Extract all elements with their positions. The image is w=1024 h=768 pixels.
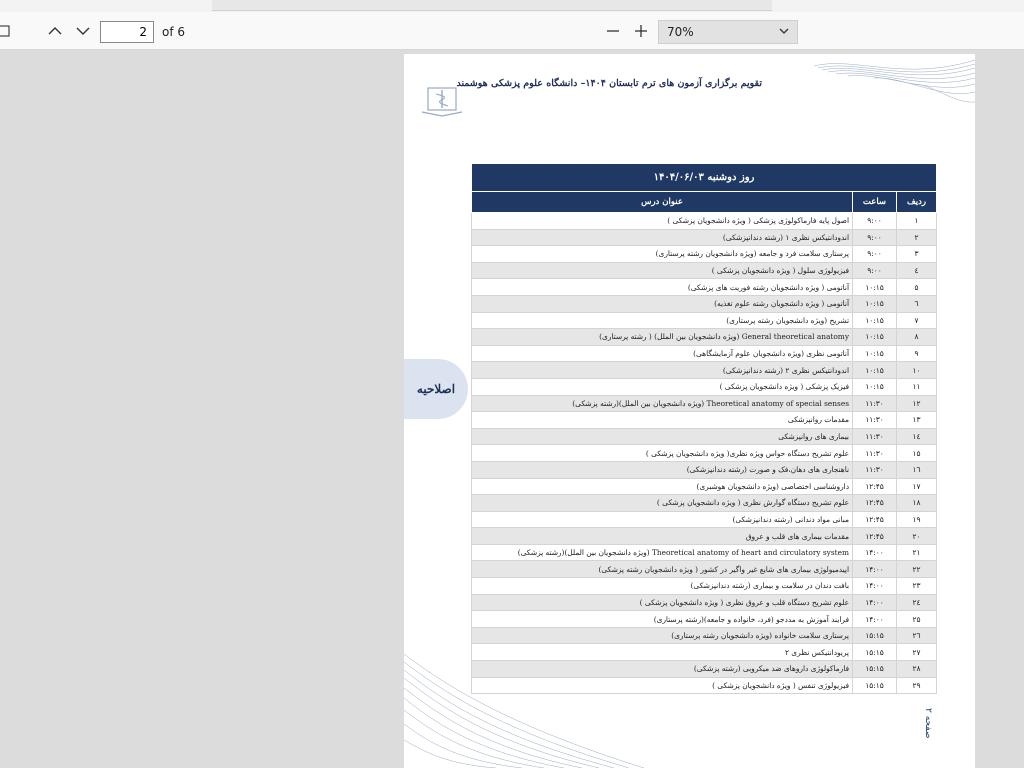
table-row	[472, 445, 937, 462]
time-cell: ۱۴:۰۰	[853, 561, 897, 578]
time-cell: ۱۰:۱۵	[853, 345, 897, 362]
row-number-cell: ۱۲	[897, 395, 937, 412]
time-cell: ۹:۰۰	[853, 213, 897, 230]
row-number-cell: ۱	[897, 213, 937, 230]
course-title-cell: اصول پایه فارماکولوژی پزشکی ( ویژه دانشجویان پزشکی )	[472, 213, 853, 230]
row-number-cell: ۲۵	[897, 611, 937, 628]
course-title-cell: بافت دندان در سلامت و بیماری (رشته دندانپزشکی)	[472, 578, 853, 595]
course-title-cell: اپیدمیولوژی بیماری های شایع غیر واگیر در کشور ( ویژه دانشجویان رشته پزشکی)	[472, 561, 853, 578]
row-number-cell: ۹	[897, 345, 937, 362]
table-row	[472, 312, 937, 329]
zoom-value: 70%	[667, 25, 694, 39]
course-title-cell: فیزیک پزشکی ( ویژه دانشجویان پزشکی )	[472, 378, 853, 395]
pdf-toolbar	[0, 12, 1024, 50]
table-row	[472, 644, 937, 661]
time-cell: ۱۲:۴۵	[853, 511, 897, 528]
time-cell: ۱۴:۰۰	[853, 594, 897, 611]
table-row	[472, 511, 937, 528]
table-row	[472, 478, 937, 495]
course-title-cell: فرایند آموزش به مددجو (فرد، خانواده و جامعه)(رشته پرستاری)	[472, 611, 853, 628]
row-number-cell: ۱۷	[897, 478, 937, 495]
row-number-cell: ۱۰	[897, 362, 937, 379]
sidebar-toggle-icon[interactable]	[0, 20, 16, 42]
row-number-cell: ۲۱	[897, 544, 937, 561]
row-number-cell: ۲٦	[897, 627, 937, 644]
page-number-label: صفحه ۲	[923, 708, 933, 739]
row-number-cell: ٦	[897, 295, 937, 312]
table-row	[472, 345, 937, 362]
table-row	[472, 246, 937, 263]
correction-tab-label: اصلاحیه	[416, 382, 456, 396]
time-cell: ۱۵:۱۵	[853, 644, 897, 661]
table-row	[472, 428, 937, 445]
row-number-cell: ۱٤	[897, 428, 937, 445]
page-number-input[interactable]	[100, 21, 154, 43]
time-cell: ۱۵:۱۵	[853, 661, 897, 678]
course-title-cell: علوم تشریح دستگاه قلب و عروق نظری ( ویژه دانشجویان پزشکی )	[472, 594, 853, 611]
table-row	[472, 295, 937, 312]
zoom-select[interactable]	[658, 20, 798, 44]
table-row	[472, 412, 937, 429]
table-row	[472, 677, 937, 694]
document-title: تقویم برگزاری آزمون های ترم تابستان ۱۴۰۴– دانشگاه علوم پزشکی هوشمند	[456, 78, 762, 89]
time-cell: ۱۱:۳۰	[853, 428, 897, 445]
time-cell: ۱۱:۳۰	[853, 412, 897, 429]
page-total-label: of 6	[162, 25, 186, 39]
table-row	[472, 661, 937, 678]
course-title-cell: مقدمات بیماری های قلب و عروق	[472, 528, 853, 545]
column-header-course: عنوان درس	[472, 192, 853, 213]
table-row	[472, 262, 937, 279]
course-title-cell: فارماکولوژی داروهای ضد میکروبی (رشته پزشکی)	[472, 661, 853, 678]
time-cell: ۱۲:۴۵	[853, 495, 897, 512]
day-title: روز دوشنبه ۱۴۰۴/۰۶/۰۳	[472, 164, 937, 192]
course-title-cell: فیزیولوژی سلول ( ویژه دانشجویان پزشکی )	[472, 262, 853, 279]
course-title-cell: پرستاری سلامت فرد و جامعه (ویژه دانشجویان رشته پرستاری)	[472, 246, 853, 263]
table-row	[472, 495, 937, 512]
course-title-cell: تشریح (ویژه دانشجویان رشته پرستاری)	[472, 312, 853, 329]
time-cell: ۱۰:۱۵	[853, 329, 897, 346]
time-cell: ۹:۰۰	[853, 262, 897, 279]
row-number-cell: ۵	[897, 279, 937, 296]
chevron-up-icon	[48, 26, 62, 36]
table-row	[472, 329, 937, 346]
table-column-header	[472, 192, 937, 213]
time-cell: ۹:۰۰	[853, 229, 897, 246]
course-title-cell: مقدمات روانپزشکی	[472, 412, 853, 429]
course-title-cell: داروشناسی اختصاصی (ویژه دانشجویان هوشبری)	[472, 478, 853, 495]
table-row	[472, 378, 937, 395]
course-title-cell: مبانی مواد دندانی (رشته دندانپزشکی)	[472, 511, 853, 528]
chevron-down-icon	[779, 27, 789, 35]
time-cell: ۱۲:۴۵	[853, 478, 897, 495]
top-wave-decoration	[814, 54, 975, 114]
course-title-cell: اندودانتیکس نظری ۱ (رشته دندانپزشکی)	[472, 229, 853, 246]
course-title-cell: آناتومی ( ویژه دانشجویان رشته علوم تغذیه)	[472, 295, 853, 312]
row-number-cell: ۲٤	[897, 594, 937, 611]
course-title-cell: علوم تشریح دستگاه گوارش نظری ( ویژه دانشجویان پزشکی )	[472, 495, 853, 512]
course-title-cell: اندودانتیکس نظری ۲ (رشته دندانپزشکی)	[472, 362, 853, 379]
time-cell: ۱۱:۳۰	[853, 445, 897, 462]
column-header-row-no: ردیف	[897, 192, 937, 213]
time-cell: ۱۰:۱۵	[853, 362, 897, 379]
course-title-cell: آناتومی نظری (ویژه دانشجویان علوم آزمایشگاهی)	[472, 345, 853, 362]
zoom-in-button[interactable]	[630, 20, 652, 42]
row-number-cell: ۲۳	[897, 578, 937, 595]
row-number-cell: ۳	[897, 246, 937, 263]
course-title-cell: پریودانتیکس نظری ۲	[472, 644, 853, 661]
university-logo-icon	[420, 84, 464, 120]
column-header-time: ساعت	[853, 192, 897, 213]
plus-icon	[634, 24, 648, 38]
course-title-cell: Theoretical anatomy of special senses (ویژه دانشجویان بین الملل)(رشته پزشکی)	[472, 395, 853, 412]
row-number-cell: ۸	[897, 329, 937, 346]
table-body	[472, 213, 937, 694]
time-cell: ۱۵:۱۵	[853, 627, 897, 644]
row-number-cell: ۲۷	[897, 644, 937, 661]
time-cell: ۱۰:۱۵	[853, 378, 897, 395]
course-title-cell: بیماری های روانپزشکی	[472, 428, 853, 445]
time-cell: ۱۰:۱۵	[853, 279, 897, 296]
row-number-cell: ۲	[897, 229, 937, 246]
course-title-cell: فیزیولوژی تنفس ( ویژه دانشجویان پزشکی )	[472, 677, 853, 694]
course-title-cell: علوم تشریح دستگاه حواس ویژه نظری( ویژه دانشجویان پزشکی )	[472, 445, 853, 462]
chevron-down-icon	[76, 26, 90, 36]
row-number-cell: ۱۱	[897, 378, 937, 395]
row-number-cell: ۱۹	[897, 511, 937, 528]
pdf-page	[404, 54, 975, 768]
time-cell: ۹:۰۰	[853, 246, 897, 263]
table-row	[472, 213, 937, 230]
browser-top-strip	[0, 0, 1024, 12]
table-row	[472, 544, 937, 561]
table-row	[472, 627, 937, 644]
time-cell: ۱۱:۳۰	[853, 461, 897, 478]
correction-tab	[404, 359, 468, 419]
row-number-cell: ۲۸	[897, 661, 937, 678]
table-row	[472, 461, 937, 478]
time-cell: ۱۴:۰۰	[853, 578, 897, 595]
row-number-cell: ۲۰	[897, 528, 937, 545]
row-number-cell: ۱۵	[897, 445, 937, 462]
time-cell: ۱۵:۱۵	[853, 677, 897, 694]
row-number-cell: ۱۳	[897, 412, 937, 429]
time-cell: ۱۴:۰۰	[853, 611, 897, 628]
exam-schedule-table	[471, 163, 937, 694]
row-number-cell: ۱۸	[897, 495, 937, 512]
table-row	[472, 395, 937, 412]
table-row	[472, 528, 937, 545]
course-title-cell: آناتومی ( ویژه دانشجویان رشته فوریت های پزشکی)	[472, 279, 853, 296]
table-row	[472, 362, 937, 379]
course-title-cell: Theoretical anatomy of heart and circulatory system (ویژه دانشجویان بین الملل)(رشته پزشکی)	[472, 544, 853, 561]
table-row	[472, 279, 937, 296]
row-number-cell: ٤	[897, 262, 937, 279]
table-row	[472, 229, 937, 246]
time-cell: ۱۰:۱۵	[853, 295, 897, 312]
minus-icon	[606, 24, 620, 38]
address-bar-fragment	[212, 0, 772, 11]
row-number-cell: ۲۹	[897, 677, 937, 694]
table-row	[472, 594, 937, 611]
time-cell: ۱۲:۴۵	[853, 528, 897, 545]
table-row	[472, 578, 937, 595]
table-day-header	[472, 164, 937, 192]
time-cell: ۱۱:۳۰	[853, 395, 897, 412]
row-number-cell: ۱٦	[897, 461, 937, 478]
zoom-out-button[interactable]	[602, 20, 624, 42]
time-cell: ۱۰:۱۵	[853, 312, 897, 329]
next-page-button[interactable]	[72, 20, 94, 42]
previous-page-button[interactable]	[44, 20, 66, 42]
time-cell: ۱۴:۰۰	[853, 544, 897, 561]
course-title-cell: پرستاری سلامت خانواده (ویژه دانشجویان رشته پرستاری)	[472, 627, 853, 644]
course-title-cell: General theoretical anatomy (ویژه دانشجویان بین الملل) ( رشته پرستاری)	[472, 329, 853, 346]
course-title-cell: ناهنجاری های دهان،فک و صورت (رشته دندانپزشکی)	[472, 461, 853, 478]
row-number-cell: ۷	[897, 312, 937, 329]
row-number-cell: ۲۲	[897, 561, 937, 578]
table-row	[472, 611, 937, 628]
table-row	[472, 561, 937, 578]
